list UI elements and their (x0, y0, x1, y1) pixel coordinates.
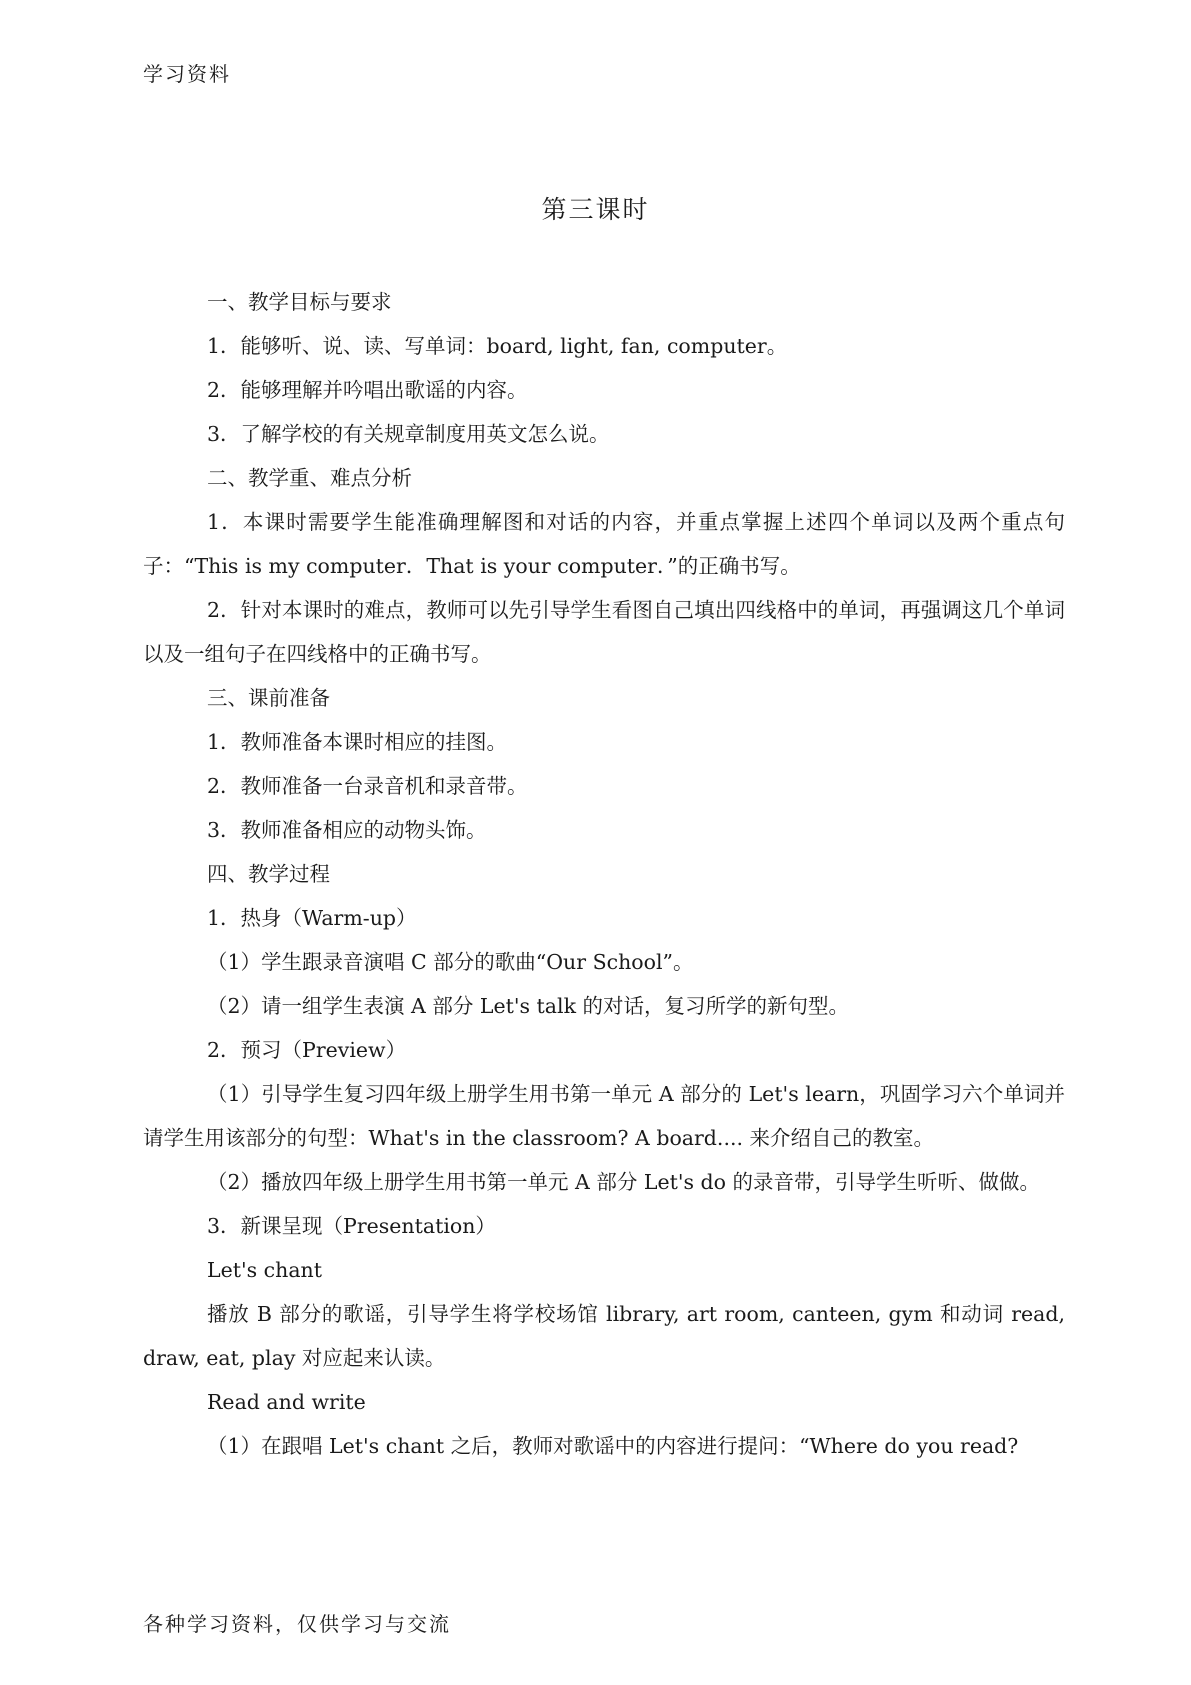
process-step: 3．新课呈现（Presentation） (207, 1214, 496, 1238)
analysis-paragraph: 1．本课时需要学生能准确理解图和对话的内容，并重点掌握上述四个单词以及两个重点句子：“This is my computer．That is your computer．”的正确书写。 (143, 510, 1065, 578)
page-footer: 各种学习资料，仅供学习与交流 (143, 1612, 451, 1636)
document-title: 第三课时 (541, 195, 650, 224)
process-step: 1．热身（Warm-up） (207, 906, 417, 930)
analysis-paragraph: 2．针对本课时的难点，教师可以先引导学生看图自己填出四线格中的单词，再强调这几个单词以及一组句子在四线格中的正确书写。 (143, 598, 1065, 666)
page-header: 学习资料 (143, 62, 231, 86)
process-substep: （1）学生跟录音演唱 C 部分的歌曲“Our School”。 (207, 950, 694, 974)
activity-title: Let's chant (207, 1258, 323, 1282)
activity-paragraph: 播放 B 部分的歌谣，引导学生将学校场馆 library, art room, canteen, gym 和动词 read, draw, eat, play 对应起来认读。 (143, 1302, 1065, 1370)
section-heading: 三、课前准备 (207, 686, 330, 710)
section-heading: 二、教学重、难点分析 (207, 466, 412, 490)
preparation-item: 2．教师准备一台录音机和录音带。 (207, 774, 528, 798)
preparation-item: 1．教师准备本课时相应的挂图。 (207, 730, 508, 754)
process-step: 2．预习（Preview） (207, 1038, 407, 1062)
objective-item: 2．能够理解并吟唱出歌谣的内容。 (207, 378, 528, 402)
section-heading: 一、教学目标与要求 (207, 290, 392, 314)
preparation-item: 3．教师准备相应的动物头饰。 (207, 818, 487, 842)
section-heading: 四、教学过程 (207, 862, 330, 886)
document-body (143, 280, 1065, 1468)
process-substep: （2）请一组学生表演 A 部分 Let's talk 的对话，复习所学的新句型。 (207, 994, 850, 1018)
process-substep: （1）引导学生复习四年级上册学生用书第一单元 A 部分的 Let's learn，巩固学习六个单词并请学生用该部分的句型：What's in the classroom? A board.... 来介绍自己的教室。 (143, 1082, 1065, 1150)
objective-item: 3．了解学校的有关规章制度用英文怎么说。 (207, 422, 610, 446)
activity-title: Read and write (207, 1390, 366, 1414)
objective-item: 1．能够听、说、读、写单词：board, light, fan, computer。 (207, 334, 788, 358)
process-substep: （2）播放四年级上册学生用书第一单元 A 部分 Let's do 的录音带，引导学生听听、做做。 (207, 1170, 1041, 1194)
activity-paragraph: （1）在跟唱 Let's chant 之后，教师对歌谣中的内容进行提问：“Where do you read? (207, 1434, 1019, 1458)
